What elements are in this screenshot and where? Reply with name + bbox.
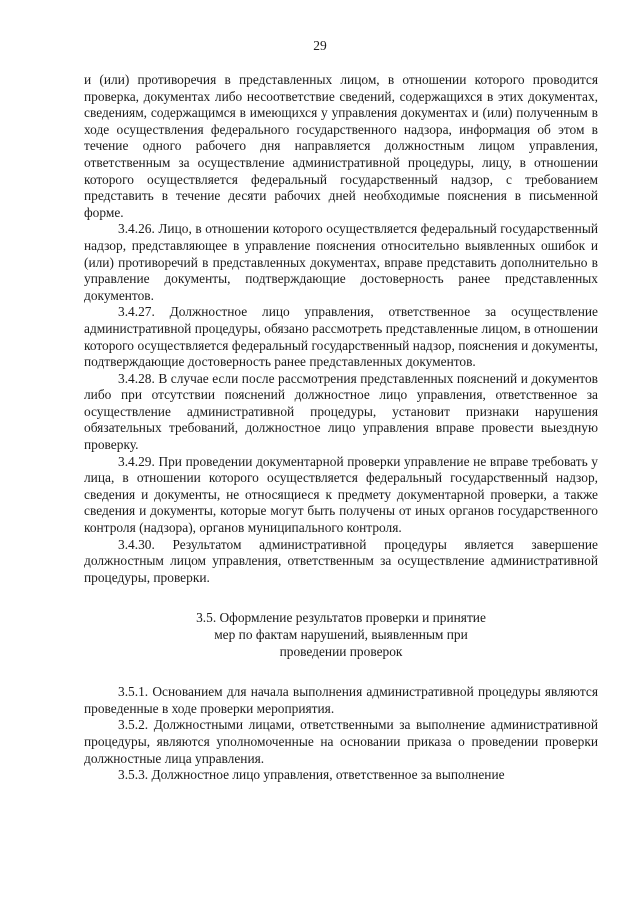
paragraph-3-5-1: 3.5.1. Основанием для начала выполнения административной процедуры являются проведенные в ходе проверки мероприятия. [84,684,598,716]
section-heading-line: 3.5. Оформление результатов проверки и принятие [196,610,486,626]
paragraph-3-4-30: 3.4.30. Результатом административной процедуры является завершение должностным лицом управления, ответственным за осуществление административной процедуры, проверки. [84,536,598,585]
page-number: 29 [313,38,327,53]
paragraph-3-4-26: 3.4.26. Лицо, в отношении которого осуществляется федеральный государственный надзор, представляющее в управление пояснения относительно выявленных ошибок и (или) противоречий в представленных документах, вправе представить дополнительно в управление документы, подтверждающие достоверность ранее представленных документов. [84,221,598,303]
section-heading-line: проведении проверок [279,643,403,659]
paragraph-3-5-3: 3.5.3. Должностное лицо управления, ответственное за выполнение [118,767,505,783]
paragraph-3-5-2: 3.5.2. Должностными лицами, ответственными за выполнение административной процедуры, являются уполномоченные на основании приказа о проведении проверки должностные лица управления. [84,717,598,766]
paragraph-3-4-27: 3.4.27. Должностное лицо управления, ответственное за осуществление административной процедуры, обязано рассмотреть представленные лицом, в отношении которого осуществляется федеральный государственный надзор, пояснения и документы, подтверждающие достоверность ранее представленных документов. [84,304,598,370]
section-heading-line: мер по фактам нарушений, выявленным при [214,627,468,642]
paragraph-3-4-28: 3.4.28. В случае если после рассмотрения представленных пояснений и документов либо при отсутствии пояснений должностное лицо управления, ответственное за осуществление административной процедуры, установит признаки нарушения обязательных требований, должностное лицо управления вправе провести выездную проверку. [84,370,598,453]
paragraph-continuation: и (или) противоречия в представленных лицом, в отношении которого проводится проверка, документах либо несоответствие сведений, содержащихся в этих документах, сведениям, содержащимся в имеющихся у управления документах и (или) полученным в ходе осуществления федерального государственного надзора, информация об этом в течение одного рабочего дня направляется должностным лицом управления, ответственным за осуществление административной процедуры, лицу, в отношении которого осуществляется федеральный государственный надзор, с требованием представить в течение десяти рабочих дней необходимые пояснения в письменной форме. [84,72,598,220]
document-body [84,72,598,784]
section-heading-3-5 [84,610,598,660]
paragraph-3-4-29: 3.4.29. При проведении документарной проверки управление не вправе требовать у лица, в отношении которого осуществляется федеральный государственный надзор, сведения и документы, не относящиеся к предмету документарной проверки, а также сведения и документы, которые могут быть получены от иных органов государственного контроля (надзора), органов муниципального контроля. [84,453,598,536]
